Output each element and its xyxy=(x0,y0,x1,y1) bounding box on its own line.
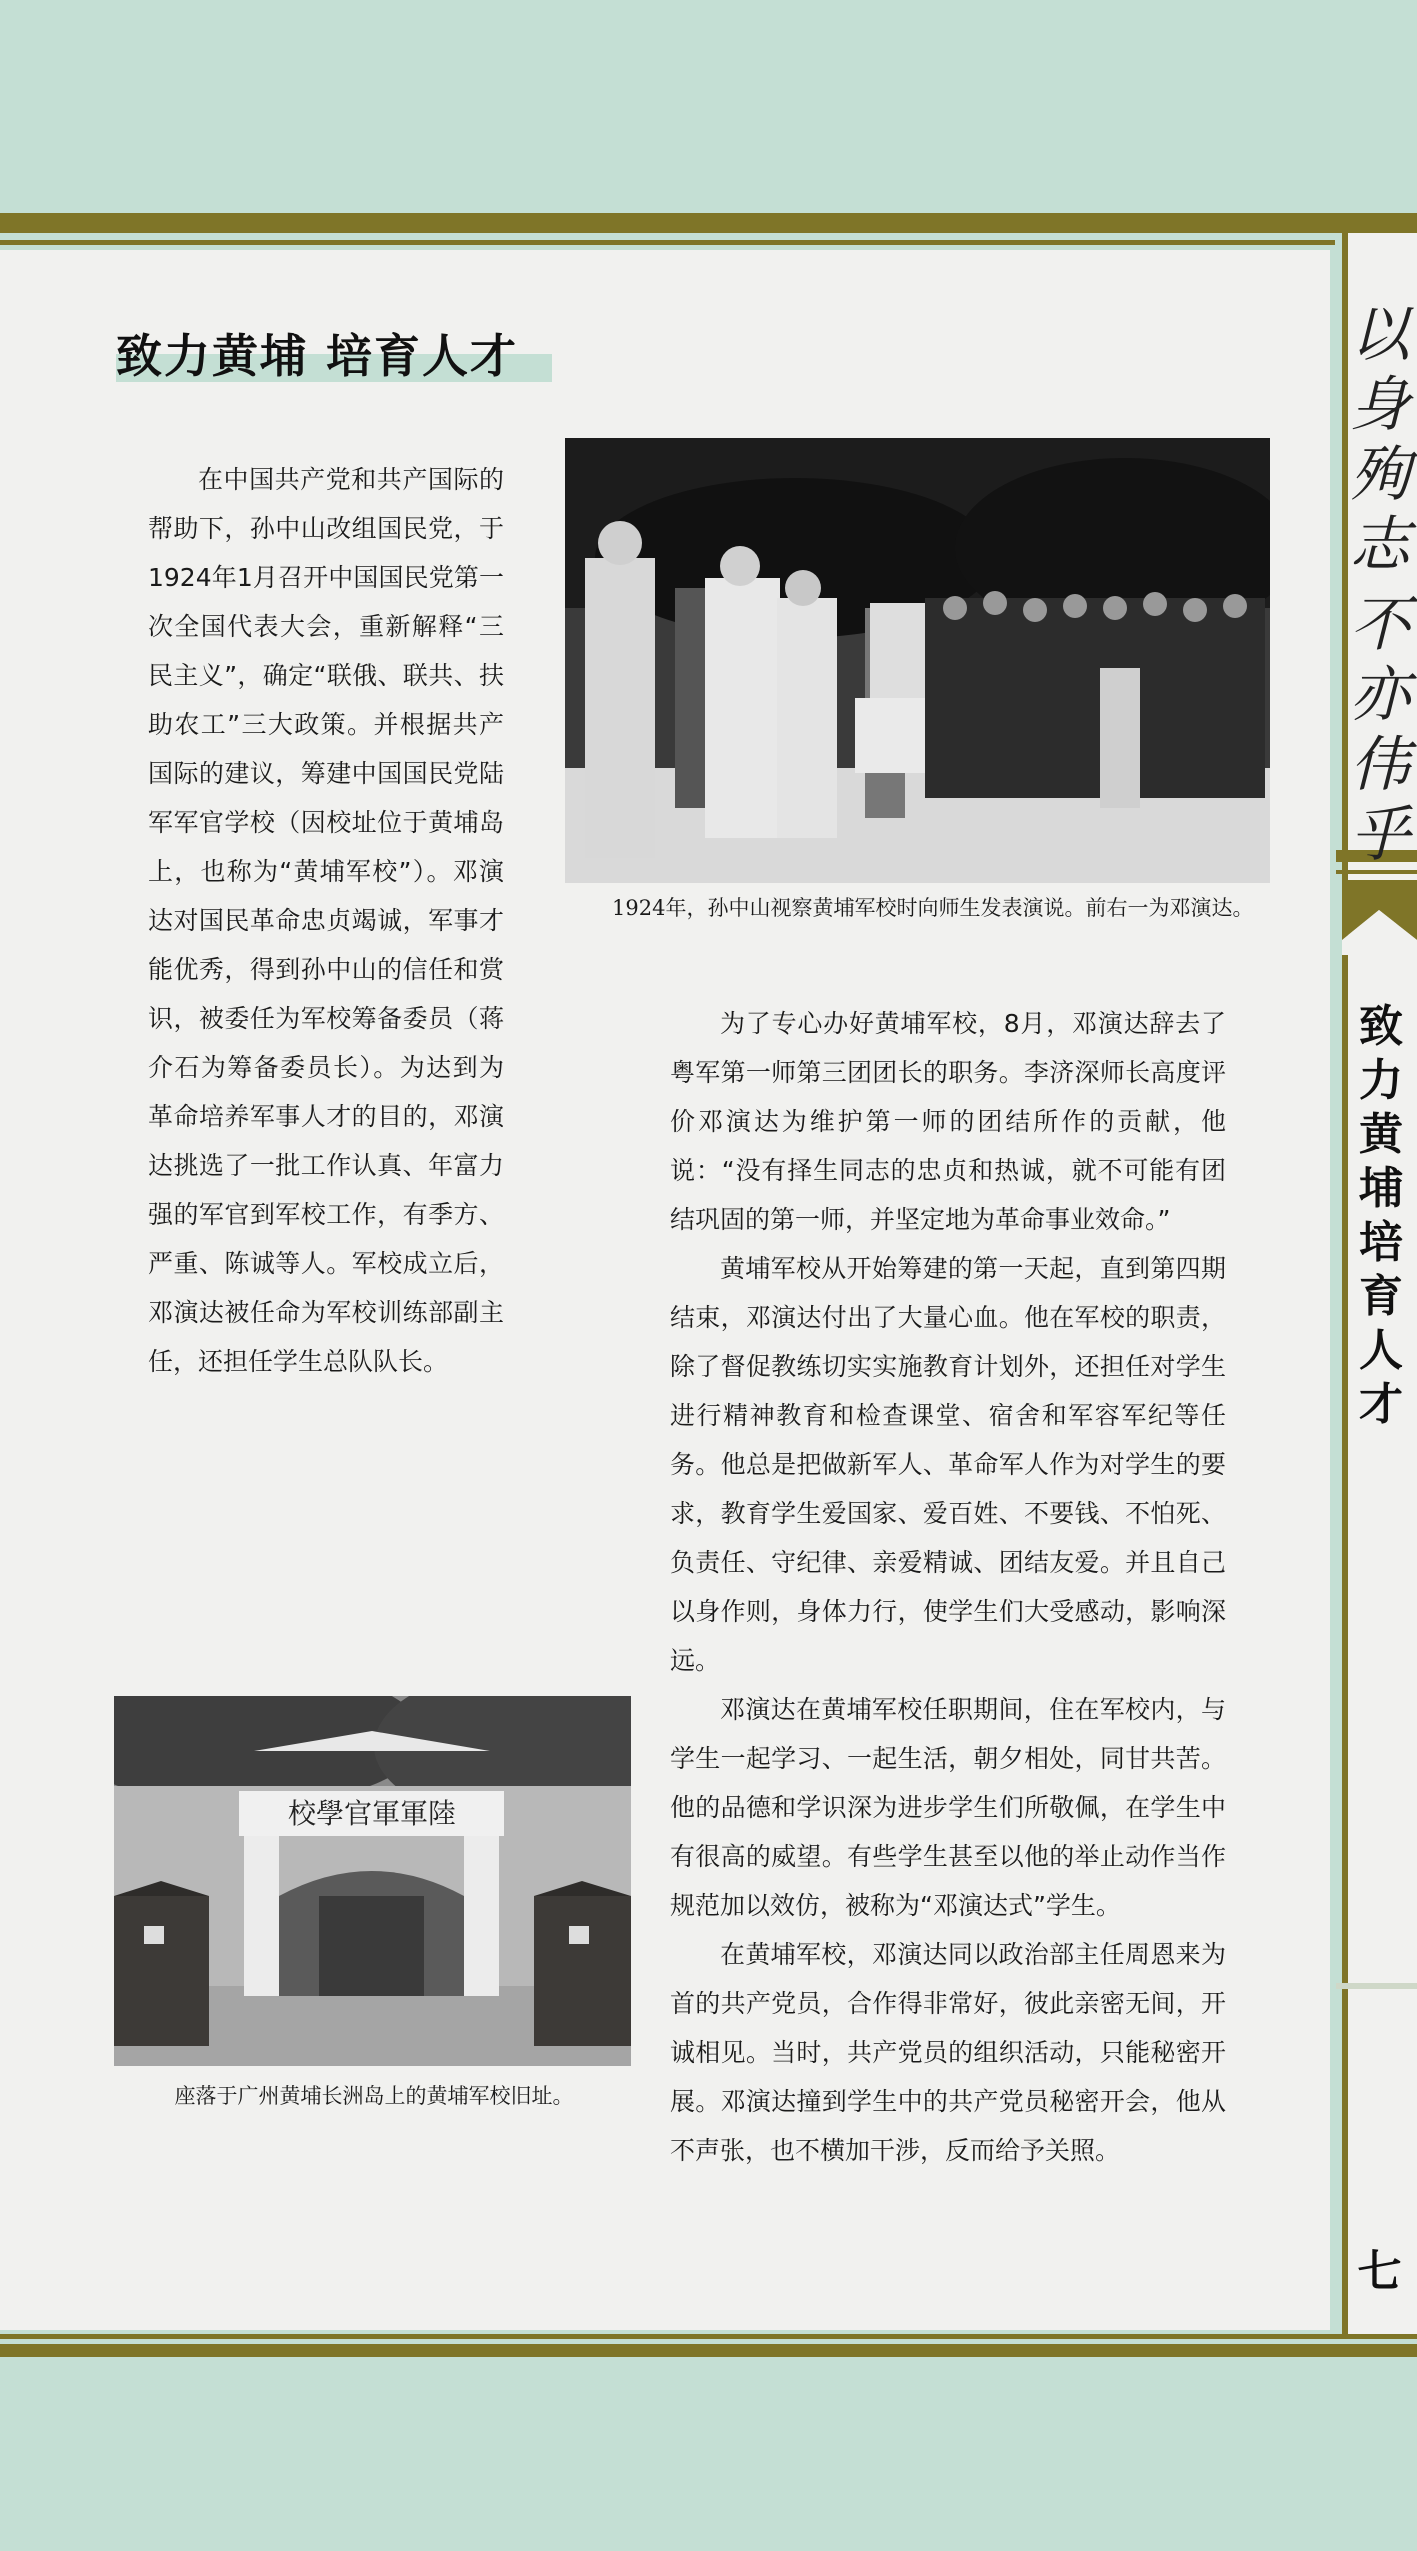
bottom-border-bar xyxy=(0,2344,1417,2357)
side-divider-bottom xyxy=(1336,1983,1417,1989)
paragraph: 为了专心办好黄埔军校，8月，邓演达辞去了粤军第一师第三团团长的职务。李济深师长高度评价邓演达为维护第一师的团结所作的贡献，他说：“没有择生同志的忠贞和热诚，就不可能有团结巩固的第一师，并坚定地为革命事业效命。” xyxy=(670,1009,1226,1234)
paragraph: 在黄埔军校，邓演达同以政治部主任周恩来为首的共产党员，合作得非常好，彼此亲密无间，开诚相见。当时，共产党员的组织活动，只能秘密开展。邓演达撞到学生中的共产党员秘密开会，他从不声张，也不横加干涉，反而给予关照。 xyxy=(670,1940,1226,2165)
inspection-photo-image xyxy=(565,438,1270,883)
side-divider-thin xyxy=(1336,870,1417,874)
photo-caption: 座落于广州黄埔长洲岛上的黄埔军校旧址。 xyxy=(174,2084,574,2108)
bottom-color-band xyxy=(0,2357,1417,2551)
top-border-bar xyxy=(0,213,1417,233)
heading-block xyxy=(116,320,518,386)
paragraph: 黄埔军校从开始筹建的第一天起，直到第四期结束，邓演达付出了大量心血。他在军校的职责，除了督促教练切实实施教育计划外，还担任对学生进行精神教育和检查课堂、宿舍和军容军纪等任务。他总是把做新军人、革命军人作为对学生的要求，教育学生爱国家、爱百姓、不要钱、不怕死、负责任、守纪律、亲爱精诚、团结友爱。并且自己以身作则，身体力行，使学生们大受感动，影响深远。 xyxy=(670,1254,1226,1675)
top-color-band xyxy=(0,0,1417,213)
side-section-title: 致力黄埔 培育人才 xyxy=(1359,1001,1403,1430)
academy-gate-image xyxy=(114,1696,631,2066)
top-border-line xyxy=(0,240,1335,245)
left-text-column xyxy=(148,455,504,1386)
side-chevron-icon xyxy=(1342,880,1417,955)
calligraphy-lower: 不亦伟乎 xyxy=(1350,590,1410,870)
paragraph: 邓演达在黄埔军校任职期间，住在军校内，与学生一起学习、一起生活，朝夕相处，同甘共苦。他的品德和学识深为进步学生们所敬佩，在学生中有很高的威望。有些学生甚至以他的举止动作当作规范加以效仿，被称为“邓演达式”学生。 xyxy=(670,1695,1226,1920)
paragraph: 在中国共产党和共产国际的帮助下，孙中山改组国民党，于1924年1月召开中国国民党第一次全国代表大会，重新解释“三民主义”，确定“联俄、联共、扶助农工”三大政策。并根据共产国际的建议，筹建中国国民党陆军军官学校（因校址位于黄埔岛上，也称为“黄埔军校”）。邓演达对国民革命忠贞竭诚，军事才能优秀，得到孙中山的信任和赏识，被委任为军校筹备委员（蒋介石为筹备委员长）。为达到为革命培养军事人才的目的，邓演达挑选了一批工作认真、年富力强的军官到军校工作，有季方、严重、陈诚等人。军校成立后，邓演达被任命为军校训练部副主任，还担任学生总队队长。 xyxy=(148,465,504,1376)
page-heading: 致力黄埔 培育人才 xyxy=(116,329,519,383)
page-number: 七 xyxy=(1357,2246,1402,2297)
inspection-photo xyxy=(565,438,1270,883)
right-text-column xyxy=(670,999,1226,2175)
calligraphy-upper: 以身殉志 xyxy=(1350,300,1410,580)
academy-gate-photo xyxy=(114,1696,631,2066)
bottom-border-line xyxy=(0,2334,1417,2339)
photo-caption: 1924年，孙中山视察黄埔军校时向师生发表演说。前右一为邓演达。 xyxy=(612,896,1254,920)
gate-sign-text: 校學官軍軍陸 xyxy=(287,1797,457,1830)
